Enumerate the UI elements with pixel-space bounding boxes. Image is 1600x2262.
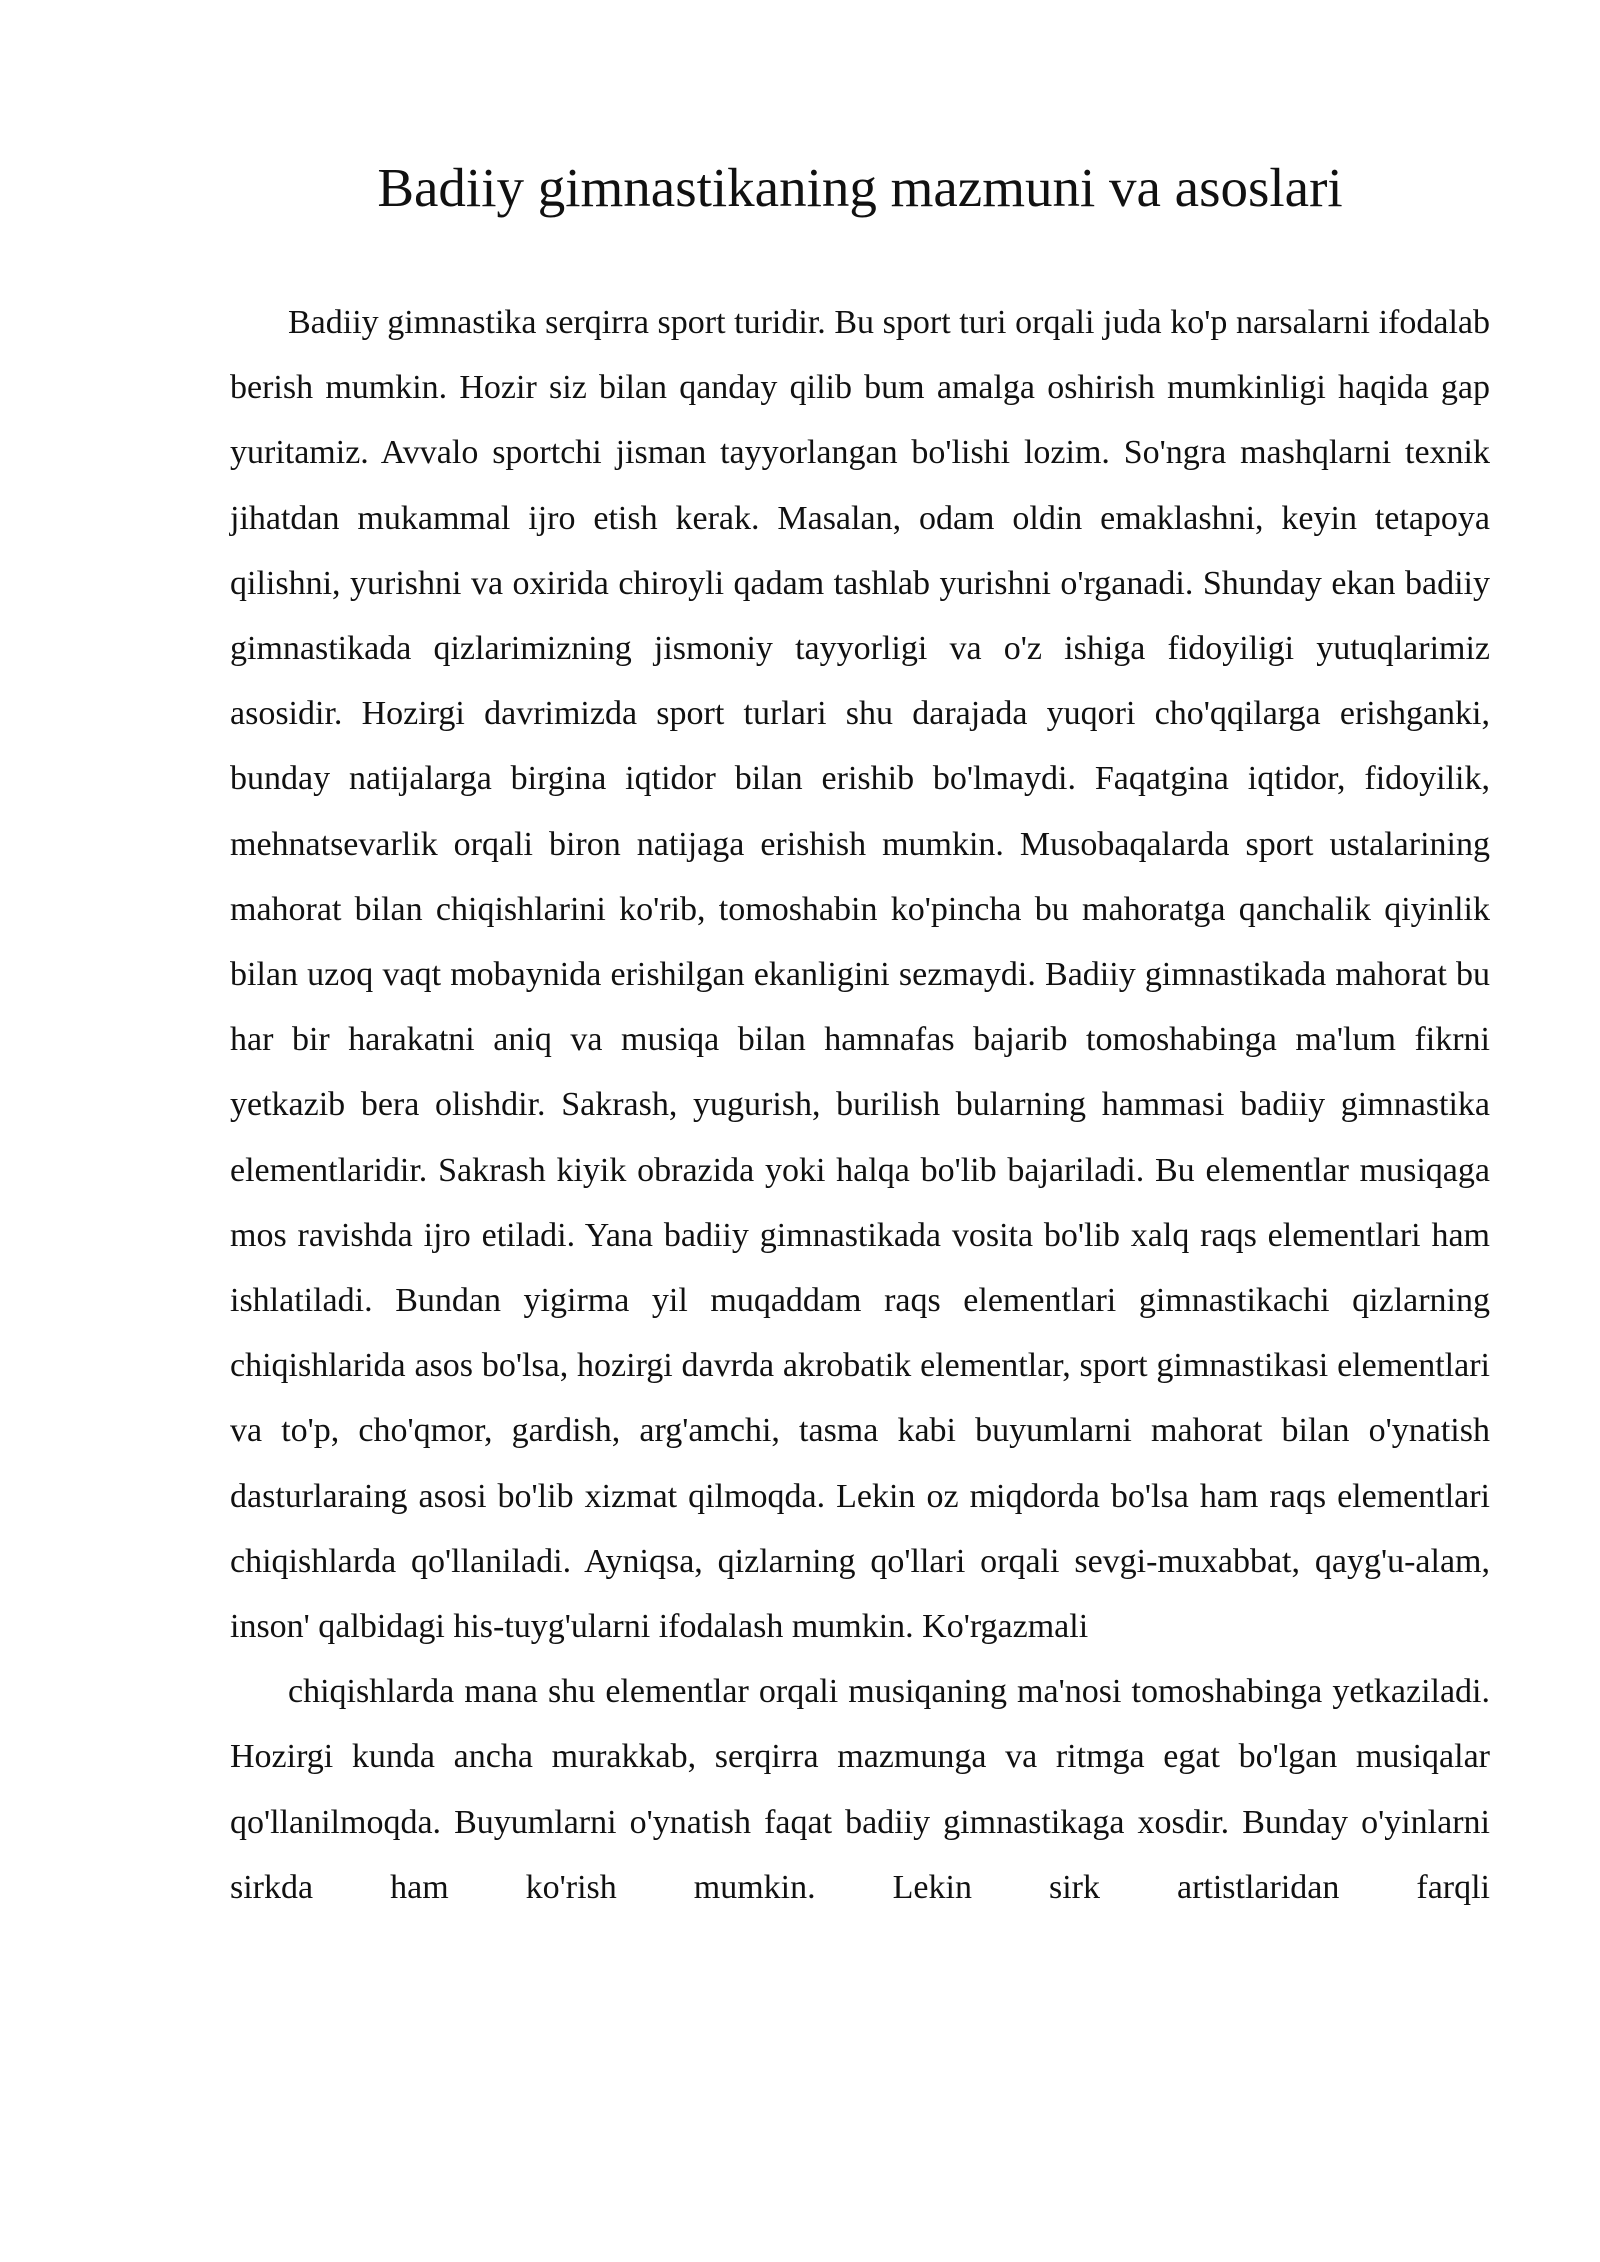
document-body bbox=[230, 290, 1490, 1920]
paragraph-2: chiqishlarda mana shu elementlar orqali musiqaning ma'nosi tomoshabinga yetkaziladi. Hozirgi kunda ancha murakkab, serqirra mazmunga va ritmga egat bo'lgan musiqalar qo'llanilmoqda. Buyumlarni o'ynatish faqat badiiy gimnastikaga xosdir. Bunday o'yinlarni sirkda ham ko'rish mumkin. Lekin sirk artistlaridan farqli bbox=[230, 1673, 1490, 1906]
paragraph-1: Badiiy gimnastika serqirra sport turidir. Bu sport turi orqali juda ko'p narsalarni ifodalab berish mumkin. Hozir siz bilan qanday qilib bum amalga oshirish mumkinligi haqida gap yuritamiz. Avvalo sportchi jisman tayyorlangan bo'lishi lozim. So'ngra mashqlarni texnik jihatdan mukammal ijro etish kerak. Masalan, odam oldin emaklashni, keyin tetapoya qilishni, yurishni va oxirida chiroyli qadam tashlab yurishni o'rganadi. Shunday ekan badiiy gimnastikada qizlarimizning jismoniy tayyorligi va o'z ishiga fidoyiligi yutuqlarimiz asosidir. Hozirgi davrimizda sport turlari shu darajada yuqori cho'qqilarga erishganki, bunday natijalarga birgina iqtidor bilan erishib bo'lmaydi. Faqatgina iqtidor, fidoyilik, mehnatsevarlik orqali biron natijaga erishish mumkin. Musobaqalarda sport ustalarining mahorat bilan chiqishlarini ko'rib, tomoshabin ko'pincha bu mahoratga qanchalik qiyinlik bilan uzoq vaqt mobaynida erishilgan ekanligini sezmaydi. Badiiy gimnastikada mahorat bu har bir harakatni aniq va musiqa bilan hamnafas bajarib tomoshabinga ma'lum fikrni yetkazib bera olishdir. Sakrash, yugurish, burilish bularning hammasi badiiy gimnastika elementlaridir. Sakrash kiyik obrazida yoki halqa bo'lib bajariladi. Bu elementlar musiqaga mos ravishda ijro etiladi. Yana badiiy gimnastikada vosita bo'lib xalq raqs elementlari ham ishlatiladi. Bundan yigirma yil muqaddam raqs elementlari gimnastikachi qizlarning chiqishlarida asos bo'lsa, hozirgi davrda akrobatik elementlar, sport gimnastikasi elementlari va to'p, cho'qmor, gardish, arg'amchi, tasma kabi buyumlarni mahorat bilan o'ynatish dasturlaraing asosi bo'lib xizmat qilmoqda. Lekin oz miqdorda bo'lsa ham raqs elementlari chiqishlarda qo'llaniladi. Ayniqsa, qizlarning qo'llari orqali sevgi-muxabbat, qayg'u-alam, inson' qalbidagi his-tuyg'ularni ifodalash mumkin. Ko'rgazmali bbox=[230, 304, 1490, 1646]
document-title: Badiiy gimnastikaning mazmuni va asoslari bbox=[377, 157, 1343, 218]
